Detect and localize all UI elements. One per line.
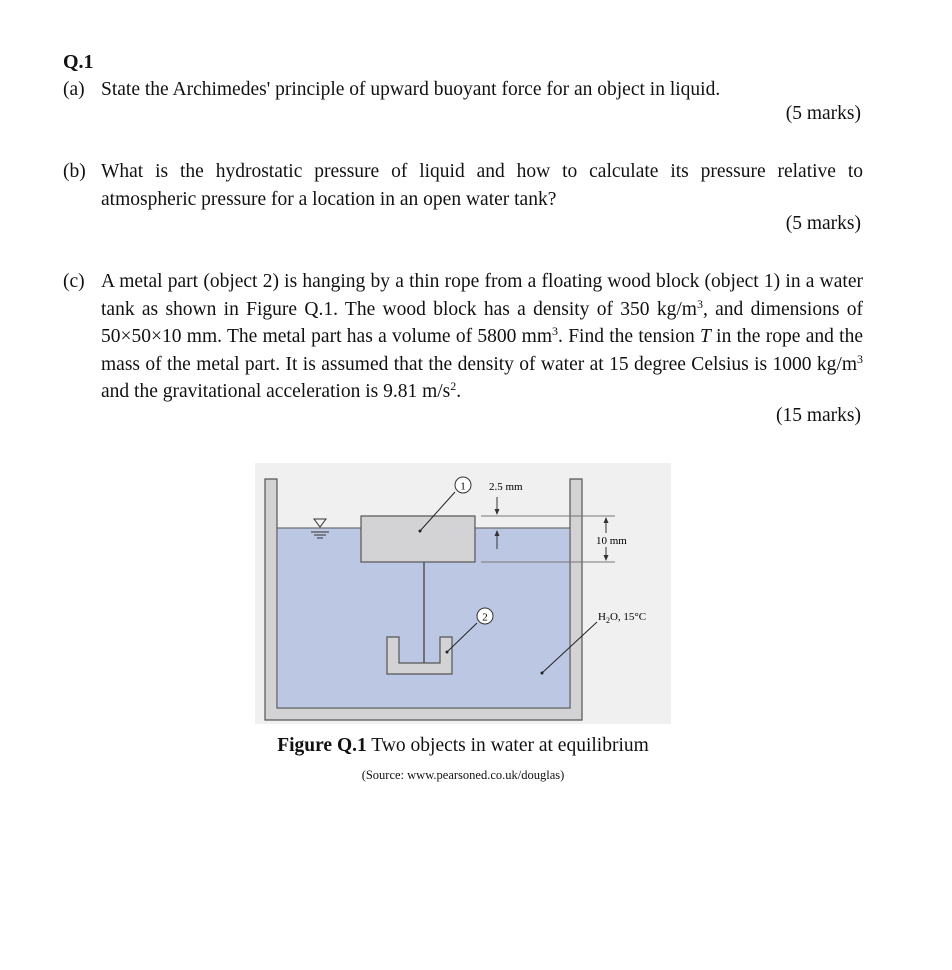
- figure-caption: [0, 735, 926, 757]
- water-label: $H_2O$, 15°C: [598, 611, 647, 625]
- part-a: [63, 76, 863, 104]
- part-b-label: (b): [63, 161, 86, 182]
- part-c-marks: (15 marks): [775, 405, 861, 426]
- text-segment: in the rope and the mass of the metal part. It is assumed that the density of water at 15 degree Celsius is 1000 kg/m: [101, 326, 863, 375]
- superscript: 3: [696, 296, 703, 311]
- wood-block: [361, 516, 475, 562]
- text-segment: A metal part (object 2) is hanging by a thin rope from a floating wood block (object 1) in a water tank as shown in Figure Q.1. The wood block has a density of 350 kg/m: [101, 271, 863, 320]
- figure-source: (Source: www.pearsoned.co.uk/douglas): [361, 768, 565, 782]
- text-segment: .: [456, 381, 462, 402]
- part-a-marks: (5 marks): [785, 103, 861, 124]
- part-a-text: State the Archimedes' principle of upward buoyant force for an object in liquid.: [101, 79, 721, 100]
- caption-text: Two objects in water at equilibrium: [366, 735, 649, 756]
- text-segment: . Find the tension: [558, 326, 701, 347]
- object1-label: 1: [460, 480, 466, 493]
- text-segment: and the gravitational acceleration is 9.81 m/s: [101, 381, 451, 402]
- part-b-marks: (5 marks): [785, 213, 861, 234]
- height-dimension-label: 10 mm: [596, 535, 627, 547]
- part-c: [63, 268, 863, 406]
- superscript: 2: [450, 379, 457, 393]
- figure-q1: [255, 463, 671, 724]
- text-segment: , and dimensions of 50×50×10 mm. The metal part has a volume of 5800 mm: [101, 298, 863, 347]
- tank-diagram: [255, 463, 671, 724]
- part-b-text: What is the hydrostatic pressure of liquid and how to calculate its pressure relative to atmospheric pressure for a location in an open water tank?: [101, 161, 863, 210]
- question-title: Q.1: [63, 51, 94, 73]
- gap-dimension-label: 2.5 mm: [489, 481, 523, 493]
- part-a-label: (a): [63, 79, 85, 100]
- part-c-text: [101, 268, 863, 406]
- superscript: 3: [552, 324, 559, 338]
- tension-variable: T: [700, 326, 711, 347]
- part-b: [63, 158, 863, 213]
- part-c-label: (c): [63, 271, 85, 292]
- superscript: 3: [857, 351, 863, 366]
- object2-label: 2: [482, 611, 488, 624]
- caption-title: Figure Q.1: [277, 735, 367, 756]
